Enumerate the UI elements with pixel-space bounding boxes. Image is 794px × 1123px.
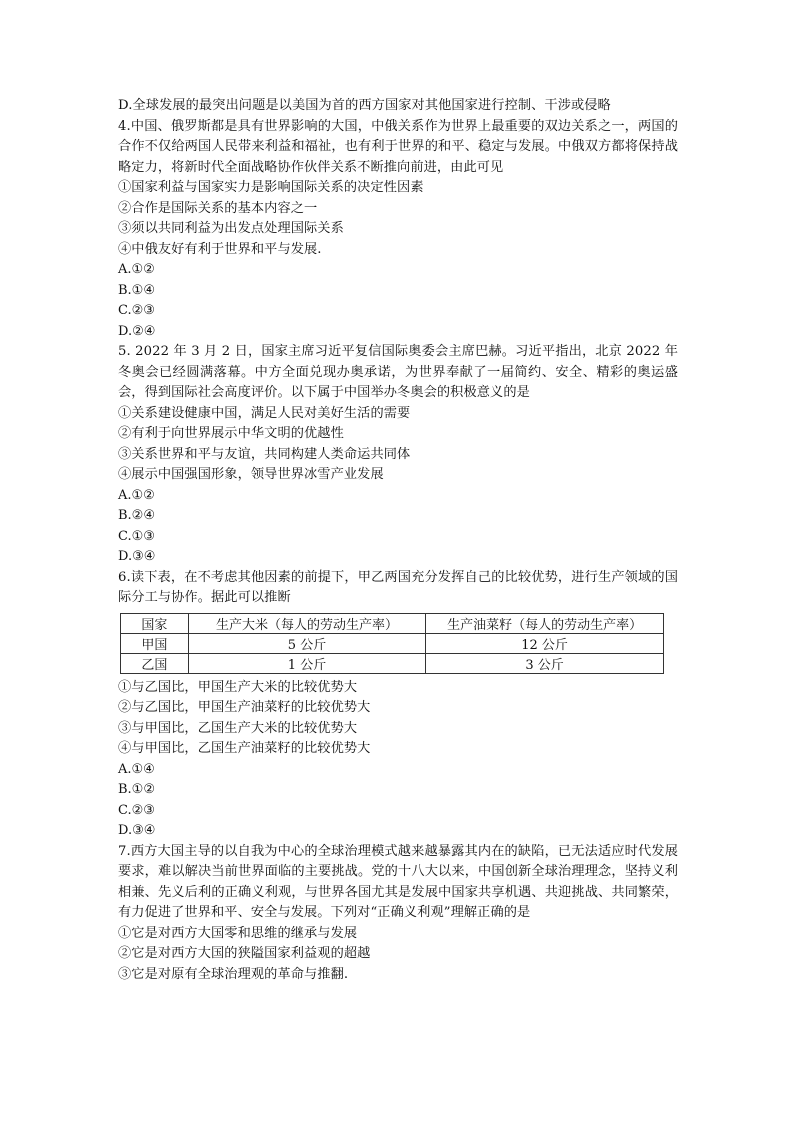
- q5-statement-4: ④展示中国强国形象，领导世界冰雪产业发展: [118, 467, 384, 482]
- question-6: [118, 568, 678, 842]
- q6-statement-2: ②与乙国比，甲国生产油菜籽的比较优势大: [118, 700, 371, 715]
- q5-option-a[interactable]: A.①②: [118, 487, 155, 503]
- table-header-row: [121, 613, 664, 633]
- q4-statement-4: ④中俄友好有利于世界和平与发展.: [118, 241, 322, 257]
- table-row: [121, 653, 664, 673]
- question-5: [118, 342, 678, 568]
- q5-option-b[interactable]: B.②④: [118, 508, 155, 523]
- q7-statement-3: ③它是对原有全球治理观的革命与推翻.: [118, 966, 349, 982]
- table-cell: 3 公斤: [426, 653, 664, 673]
- q5-statement-1: ①关系建设健康中国，满足人民对美好生活的需要: [118, 405, 411, 421]
- q4-option-c[interactable]: C.②③: [118, 303, 155, 318]
- exam-page: [118, 96, 678, 985]
- q7-statement-1: ①它是对西方大国零和思维的继承与发展: [118, 925, 358, 941]
- question-7: [118, 842, 678, 986]
- q3-option-d: D.全球发展的最突出问题是以美国为首的西方国家对其他国家进行控制、干涉或侵略: [118, 98, 611, 113]
- q5-option-c[interactable]: C.①③: [118, 528, 155, 544]
- table-cell: 12 公斤: [426, 633, 664, 653]
- table-header-rice: 生产大米（每人的劳动生产率）: [188, 613, 425, 633]
- question-4: [118, 117, 678, 343]
- comparative-advantage-table: [120, 613, 664, 674]
- q4-option-a[interactable]: A.①②: [118, 262, 155, 277]
- q6-option-d[interactable]: D.③④: [118, 823, 156, 838]
- table-row: [121, 633, 664, 653]
- table-cell: 乙国: [121, 653, 189, 673]
- q6-statement-1: ①与乙国比，甲国生产大米的比较优势大: [118, 679, 358, 695]
- q6-statement-4: ④与甲国比，乙国生产油菜籽的比较优势大: [118, 741, 371, 756]
- table-cell: 5 公斤: [188, 633, 425, 653]
- q5-stem: 5. 2022 年 3 月 2 日，国家主席习近平复信国际奥委会主席巴赫。习近平指出，北京 2022 年冬奥会已经圆满落幕。中方全面兑现办奥承诺，为世界奉献了一届简约、安全、精彩的奥运盛会，得到国际社会高度评价。以下属于中国举办冬奥会的积极意义的是: [118, 344, 678, 400]
- q4-option-d[interactable]: D.②④: [118, 323, 156, 339]
- table-header-rapeseed: 生产油菜籽（每人的劳动生产率）: [426, 613, 664, 633]
- q6-option-a[interactable]: A.①④: [118, 761, 155, 777]
- q7-stem: 7.西方大国主导的以自我为中心的全球治理模式越来越暴露其内在的缺陷，已无法适应时代发展要求，难以解决当前世界面临的主要挑战。党的十八大以来，中国创新全球治理理念，坚持义利相兼、先义后利的正确义利观，与世界各国尤其是发展中国家共享机遇、共迎挑战、共同繁荣，有力促进了世界和平、安全与发展。下列对“正确义利观”理解正确的是: [118, 843, 678, 920]
- q6-stem: 6.读下表，在不考虑其他因素的前提下，甲乙两国充分发挥自己的比较优势，进行生产领域的国际分工与协作。据此可以推断: [118, 569, 678, 605]
- q4-statement-3: ③须以共同利益为出发点处理国际关系: [118, 221, 344, 236]
- q5-statement-2: ②有利于向世界展示中华文明的优越性: [118, 426, 344, 441]
- q6-statement-3: ③与甲国比，乙国生产大米的比较优势大: [118, 720, 358, 736]
- q7-statement-2: ②它是对西方大国的狭隘国家利益观的超越: [118, 946, 371, 961]
- table-cell: 1 公斤: [188, 653, 425, 673]
- q4-stem: 4.中国、俄罗斯都是具有世界影响的大国，中俄关系作为世界上最重要的双边关系之一，两国的合作不仅给两国人民带来利益和福祉，也有利于世界的和平、稳定与发展。中俄双方都将保持战略定力，将新时代全面战略协作伙伴关系不断推向前进，由此可见: [118, 118, 678, 175]
- q4-option-b[interactable]: B.①④: [118, 282, 155, 298]
- q4-statement-1: ①国家利益与国家实力是影响国际关系的决定性因素: [118, 180, 424, 195]
- q5-option-d[interactable]: D.③④: [118, 549, 156, 564]
- q4-statement-2: ②合作是国际关系的基本内容之一: [118, 200, 318, 216]
- q5-statement-3: ③关系世界和平与友谊，共同构建人类命运共同体: [118, 446, 411, 462]
- table-header-country: 国家: [121, 613, 189, 633]
- q6-option-c[interactable]: C.②③: [118, 802, 155, 818]
- table-cell: 甲国: [121, 633, 189, 653]
- q6-option-b[interactable]: B.①②: [118, 782, 155, 797]
